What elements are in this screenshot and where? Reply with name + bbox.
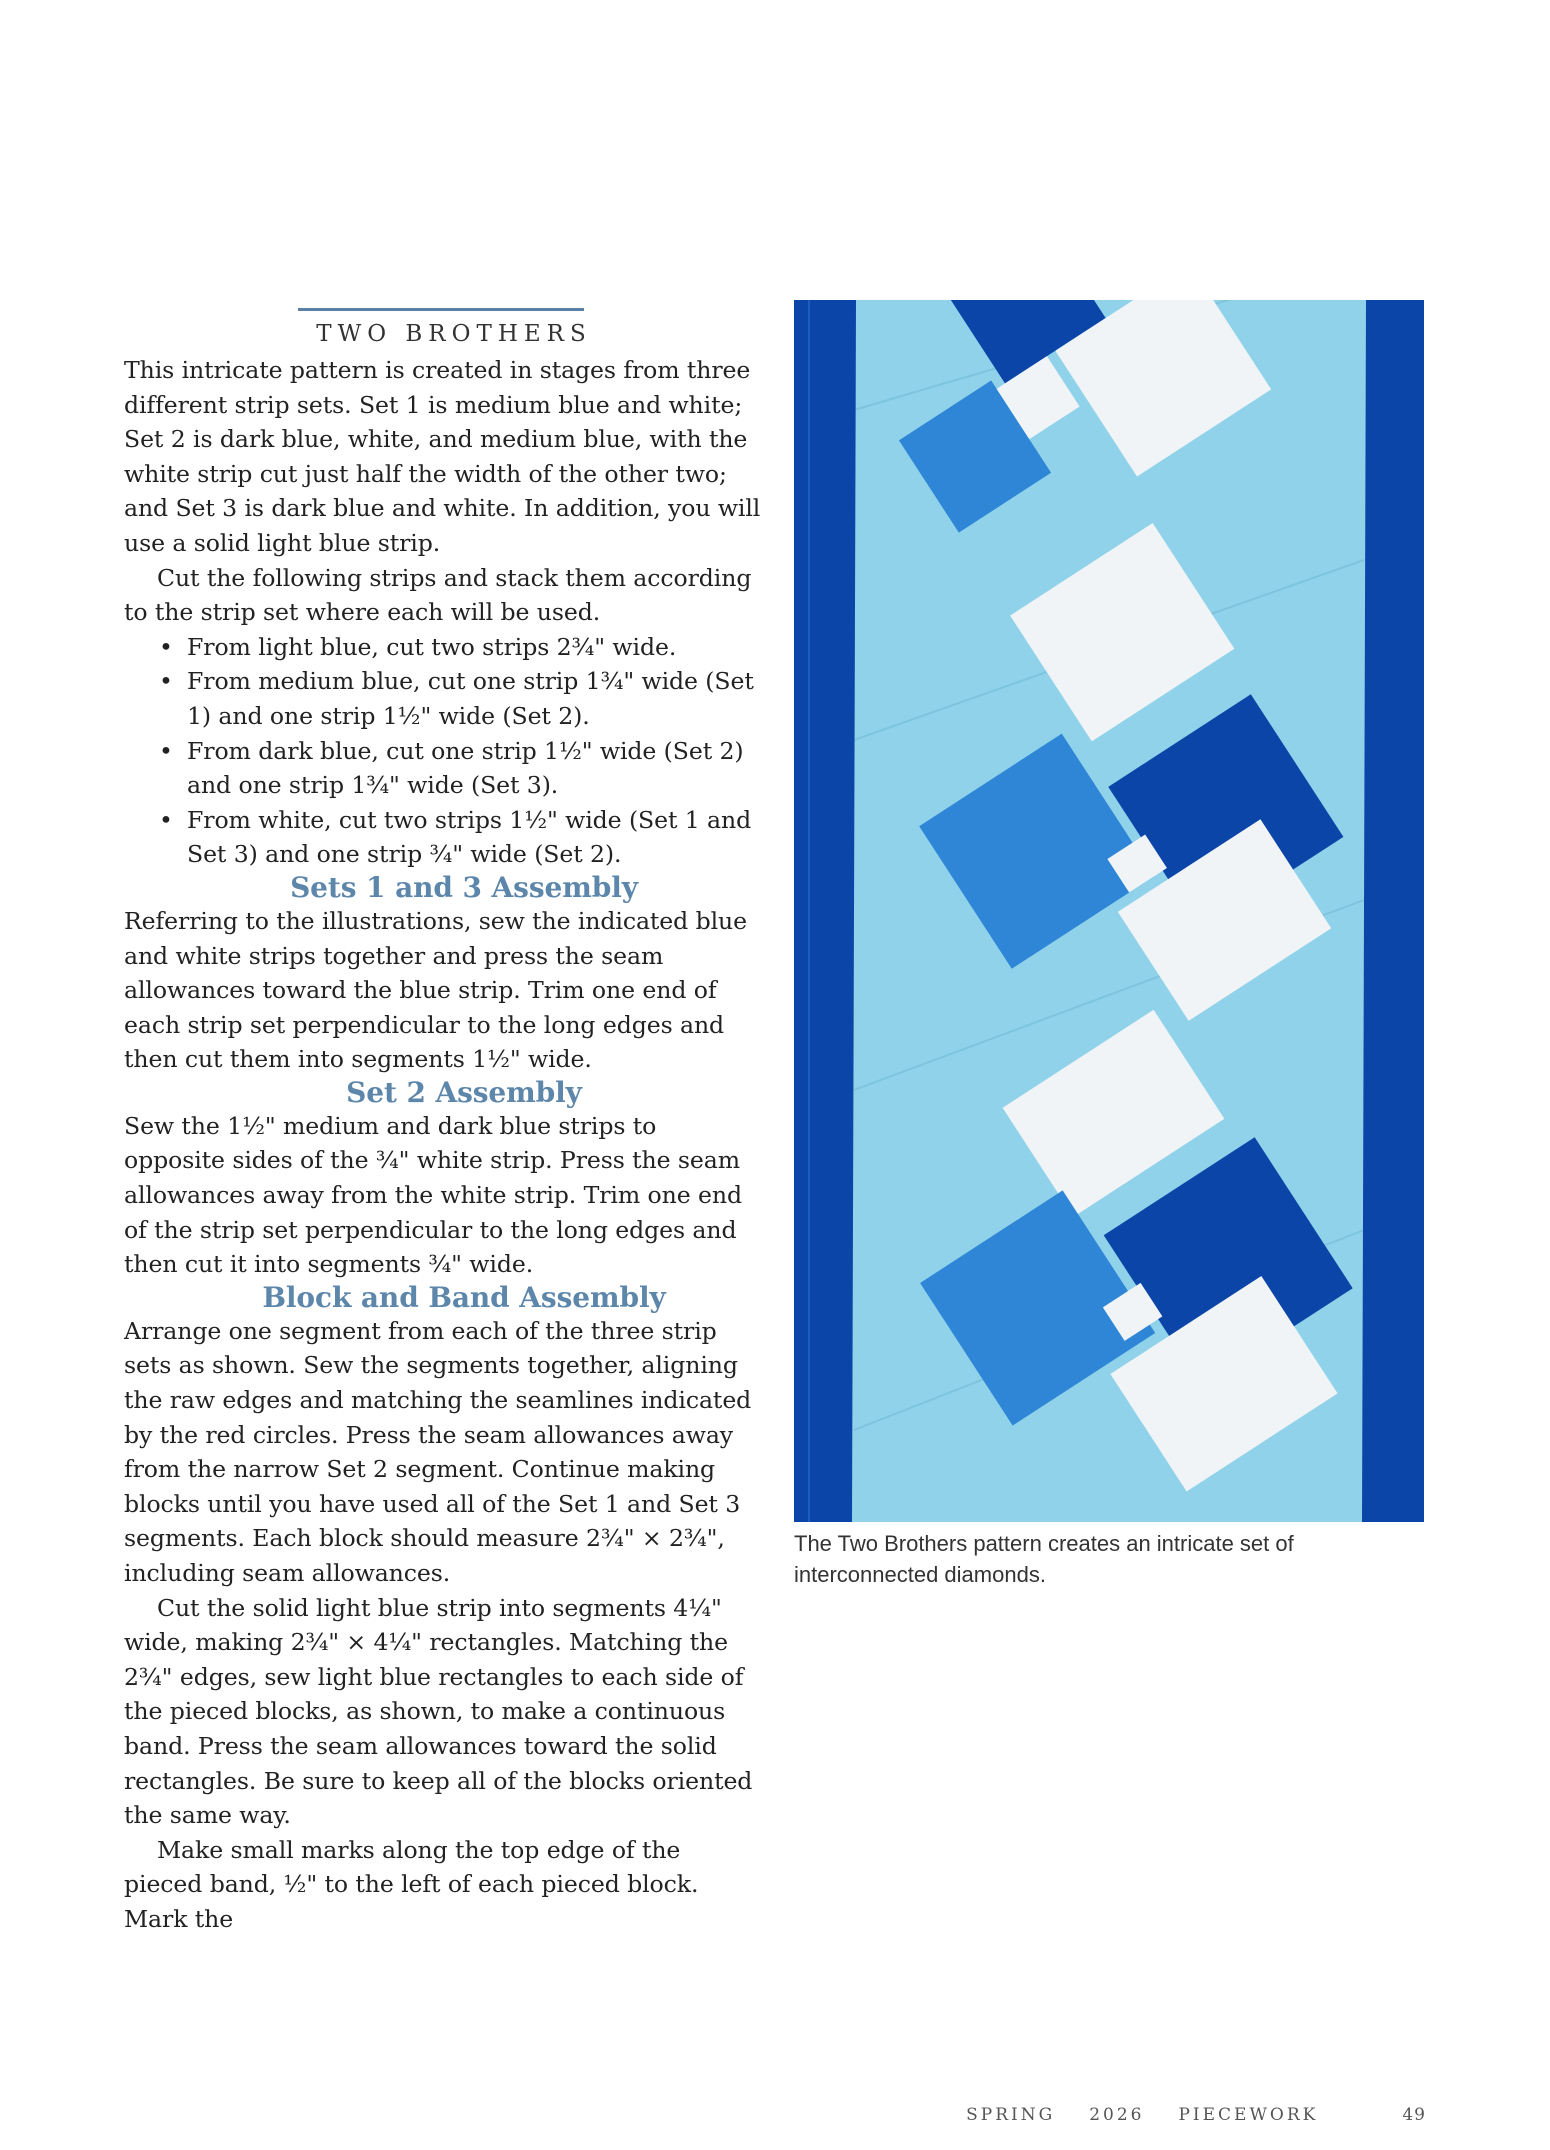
article-column (124, 308, 764, 1937)
footer-season: SPRING (966, 2105, 1056, 2125)
intro-paragraph: This intricate pattern is created in stages from three different strip sets. Set 1 is medium blue and white; Set 2 is dark blue, white, and medium blue, with the white strip cut just half the width of the other two; and Set 3 is dark blue and white. In addition, you will use a solid light blue strip. (124, 356, 761, 557)
heading-set-2: Set 2 Assembly (346, 1075, 582, 1109)
footer-year: 2026 (1089, 2105, 1145, 2125)
heading-block-band: Block and Band Assembly (262, 1280, 666, 1314)
heading-sets-1-3: Sets 1 and 3 Assembly (290, 870, 638, 904)
figure-caption: The Two Brothers pattern creates an intricate set of interconnected diamonds. (794, 1531, 1294, 1587)
quilt-photo (794, 300, 1424, 1522)
quilt-illustration (794, 300, 1424, 1522)
list-item: • From dark blue, cut one strip 1½" wide (Set 2) and one strip 1¾" wide (Set 3). (157, 734, 764, 803)
list-item: • From white, cut two strips 1½" wide (Set 1 and Set 3) and one strip ¾" wide (Set 2). (157, 803, 764, 872)
section-rule (298, 308, 584, 311)
block-paragraph-2: Cut the solid light blue strip into segments 4¼" wide, making 2¾" × 4¼" rectangles. Matching the 2¾" edges, sew light blue rectangles to each side of the pieced blocks, as shown, to make a continuous band. Press the seam allowances toward the solid rectangles. Be sure to keep all of the blocks oriented the same way. (124, 1593, 753, 1830)
footer-magazine: PIECEWORK (1178, 2105, 1319, 2125)
page-number: 49 (1402, 2105, 1426, 2125)
block-paragraph-1: Arrange one segment from each of the three strip sets as shown. Sew the segments together, aligning the raw edges and matching the seamlines indicated by the red circles. Press the seam allowances away from the narrow Set 2 segment. Continue making blocks until you have used all of the Set 1 and Set 3 segments. Each block should measure 2¾" × 2¾", including seam allowances. (124, 1316, 752, 1587)
sets-1-3-paragraph: Referring to the illustrations, sew the indicated blue and white strips together and press the seam allowances toward the blue strip. Trim one end of each strip set perpendicular to the long edges and then cut them into segments 1½" wide. (124, 906, 747, 1074)
block-paragraph-3: Make small marks along the top edge of the pieced band, ½" to the left of each pieced block. Mark the (124, 1835, 699, 1933)
page-footer (966, 2105, 1426, 2125)
set-2-paragraph: Sew the 1½" medium and dark blue strips to opposite sides of the ¾" white strip. Press the seam allowances away from the white strip. Trim one end of the strip set perpendicular to the long edges and then cut it into segments ¾" wide. (124, 1111, 742, 1279)
list-item: • From medium blue, cut one strip 1¾" wide (Set 1) and one strip 1½" wide (Set 2). (157, 664, 764, 733)
section-title: TWO BROTHERS (316, 321, 592, 347)
list-item: • From light blue, cut two strips 2¾" wide. (157, 630, 764, 665)
cut-intro-paragraph: Cut the following strips and stack them according to the strip set where each will be used. (124, 563, 752, 627)
cutting-list (124, 630, 764, 872)
